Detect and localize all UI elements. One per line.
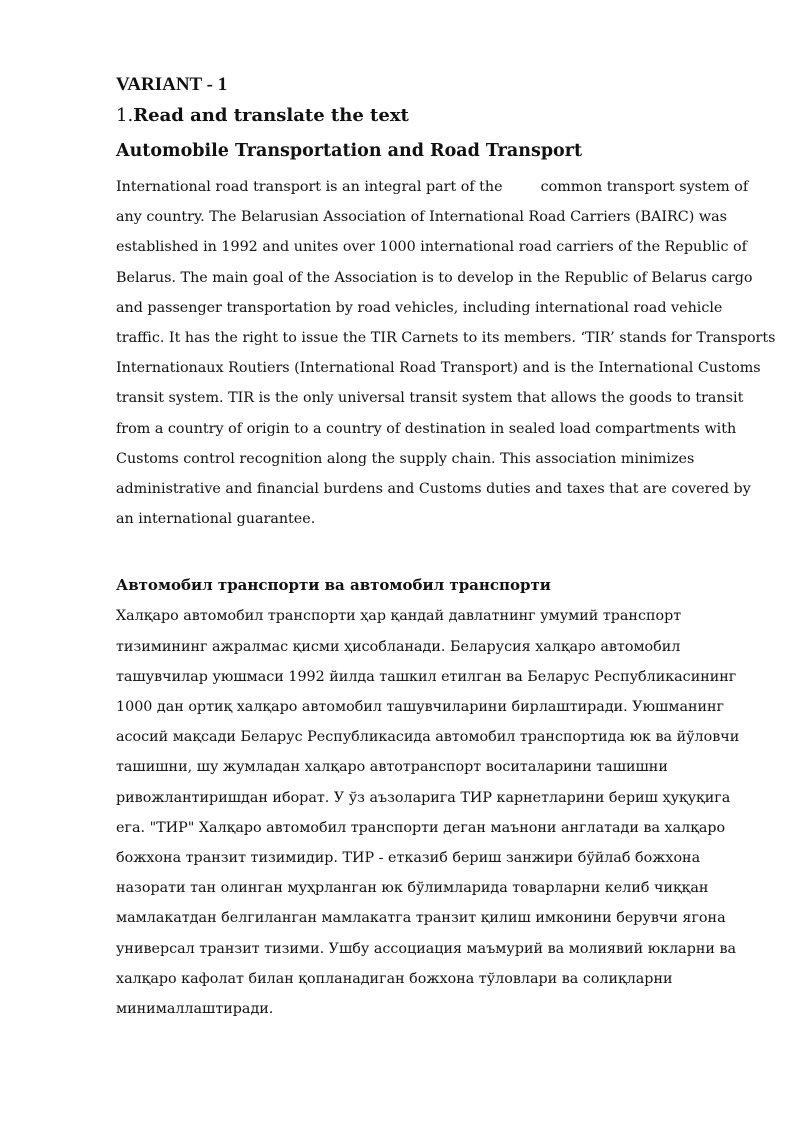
paragraph-line: халқаро кафолат билан қопланадиган божхона тўловлари ва солиқларни <box>116 970 673 987</box>
english-paragraph <box>116 172 776 534</box>
paragraph-line: established in 1992 and unites over 1000 international road carriers of the Republic of <box>116 239 747 256</box>
paragraph-line: назорати тан олинган муҳрланган юк бўлимларида товарларни келиб чиққан <box>116 880 709 897</box>
variant-heading: VARIANT - 1 <box>116 74 228 95</box>
paragraph-line: an international guarantee. <box>116 511 316 528</box>
paragraph-line: Internationaux Routiers (International Road Transport) and is the International Customs <box>116 360 761 377</box>
paragraph-line <box>116 172 749 202</box>
line-text-tail: common transport system of <box>540 179 749 195</box>
paragraph-line: божхона транзит тизимидир. ТИР - етказиб бериш занжири бўйлаб божхона <box>116 850 701 867</box>
task-heading <box>116 103 746 129</box>
uzbek-paragraph <box>116 601 746 1024</box>
paragraph-line: ега. "ТИР" Халқаро автомобил транспорти деган маънони англатади ва халқаро <box>116 819 726 836</box>
paragraph-line: and passenger transportation by road vehicles, including international road vehicle <box>116 299 723 316</box>
paragraph-line: мамлакатдан белгиланган мамлакатга транзит қилиш имконини берувчи ягона <box>116 910 726 927</box>
document-page <box>116 72 776 1024</box>
english-title: Automobile Transportation and Road Transport <box>116 141 583 161</box>
paragraph-line: administrative and financial burdens and Customs duties and taxes that are covered by <box>116 481 751 498</box>
paragraph-line: тизимининг ажралмас қисми ҳисобланади. Беларусия халқаро автомобил <box>116 638 681 655</box>
paragraph-line: асосий мақсади Беларус Республикасида автомобил транспортида юк ва йўловчи <box>116 729 740 746</box>
paragraph-line: from a country of origin to a country of destination in sealed load compartments with <box>116 420 737 437</box>
paragraph-line: Belarus. The main goal of the Association is to develop in the Republic of Belarus cargo <box>116 269 753 286</box>
uzbek-title: Автомобил транспорти ва автомобил транспорти <box>116 576 551 595</box>
task-number: 1. <box>116 105 134 126</box>
paragraph-line: минималлаштиради. <box>116 1001 274 1018</box>
line-text: International road transport is an integral part of the <box>116 179 503 195</box>
task-text: Read and translate the text <box>133 105 409 126</box>
paragraph-line: ривожлантиришдан иборат. У ўз аъзоларига ТИР карнетларини бериш ҳуқуқига <box>116 789 731 806</box>
paragraph-line: Customs control recognition along the supply chain. This association minimizes <box>116 450 695 467</box>
paragraph-line: traffic. It has the right to issue the TIR Carnets to its members. ‘TIR’ stands for Transports <box>116 330 776 347</box>
paragraph-line: ташишни, шу жумладан халқаро автотранспорт воситаларини ташишни <box>116 759 668 776</box>
paragraph-line: any country. The Belarusian Association of International Road Carriers (BAIRC) was <box>116 209 727 226</box>
paragraph-line: transit system. TIR is the only universal transit system that allows the goods to transit <box>116 390 744 407</box>
paragraph-line: Халқаро автомобил транспорти ҳар қандай давлатнинг умумий транспорт <box>116 608 682 625</box>
paragraph-line: 1000 дан ортиқ халқаро автомобил ташувчиларини бирлаштиради. Уюшманинг <box>116 699 725 716</box>
paragraph-line: ташувчилар уюшмаси 1992 йилда ташкил етилган ва Беларус Республикасининг <box>116 668 737 685</box>
paragraph-line: универсал транзит тизими. Ушбу ассоциация маъмурий ва молиявий юкларни ва <box>116 940 737 957</box>
